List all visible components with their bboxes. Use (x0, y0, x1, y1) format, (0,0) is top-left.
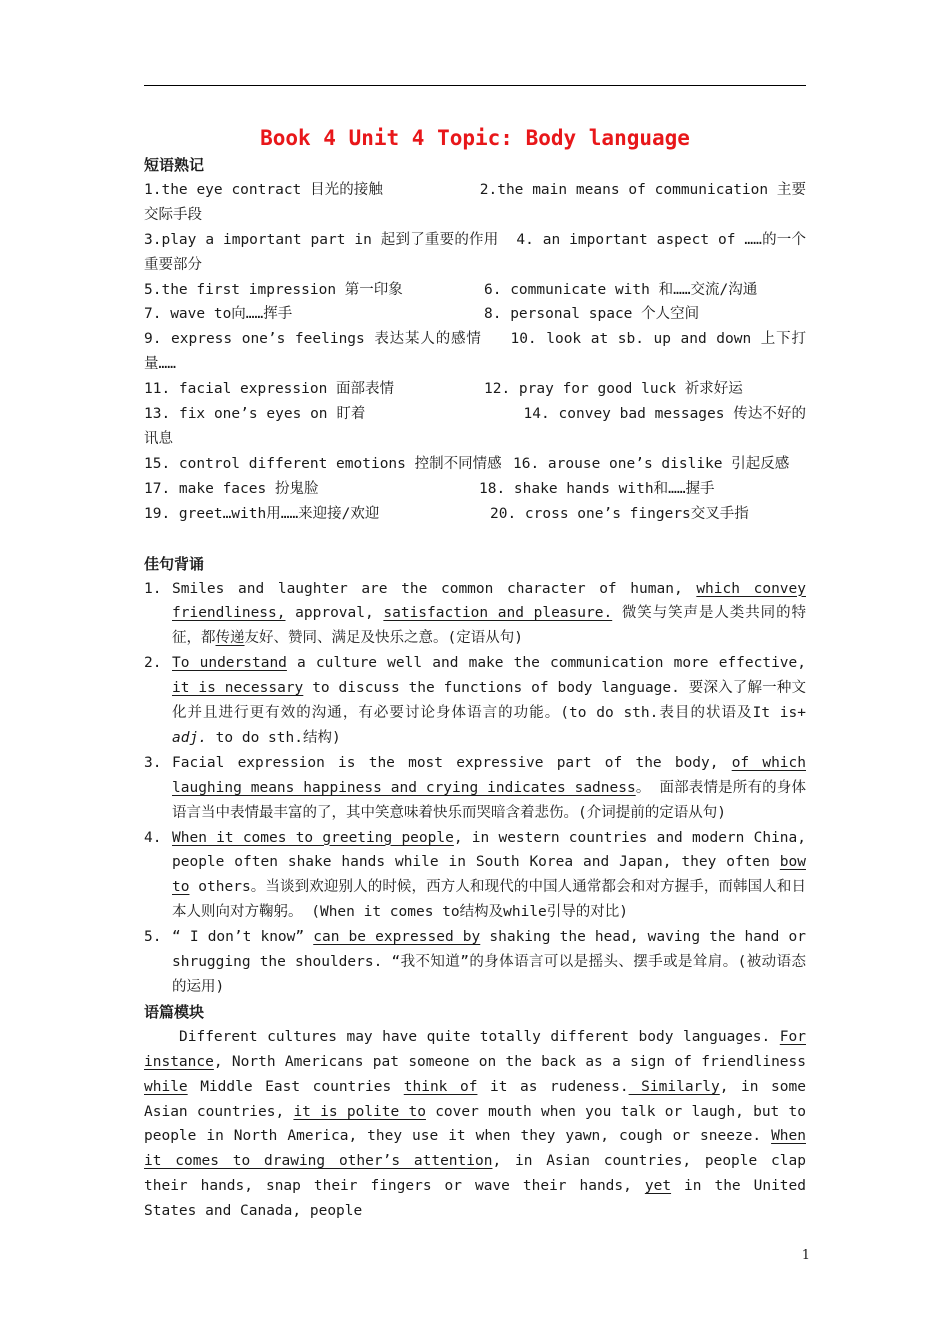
page-number: 1 (801, 1248, 810, 1263)
phrase-row: 19. greet…with用……来迎接/欢迎 20. cross one’s fingers交叉手指 (144, 505, 749, 522)
phrase-item: 3.play a important part in 起到了重要的作用 4. an important aspect of ……的一个重要部分 (144, 231, 806, 273)
phrase-row: 17. make faces 扮鬼脸 18. shake hands with和……握手 (144, 480, 715, 497)
phrase-row: 15. control different emotions 控制不同情感 16. arouse one’s dislike 引起反感 (144, 455, 790, 472)
phrase-item: 1.the eye contract 目光的接触 2.the main means of communication 主要交际手段 (144, 181, 806, 223)
phrase-row: 7. wave to向……挥手 8. personal space 个人空间 (144, 306, 700, 323)
phrase-item: 9. express one’s feelings 表达某人的感情 10. look at sb. up and down 上下打量…… (144, 331, 806, 373)
phrase-item: 13. fix one’s eyes on 盯着 14. convey bad messages 传达不好的讯息 (144, 406, 806, 447)
sentence-item: 3. Facial expression is the most expressive part of the body, of which laughing means happiness and crying indicates sadness。 面部表情是所有的身体语言当中表情最丰富的了，其中笑意味着快乐而哭暗含着悲伤。(介词提前的定语从句) (144, 754, 806, 821)
passage-paragraph: Different cultures may have quite totally different body languages. For instance, North Americans pat someone on the back as a sign of friendliness while Middle East countries think of it as rudeness. Similarly, in some Asian countries, it is polite to cover mouth when you talk or laugh, but to people in North America, they use it when they yawn, cough or sneeze. When it comes to drawing other’s attention, in Asian countries, people clap their hands, snap their fingers or wave their hands, yet in the United States and Canada, people (144, 1028, 807, 1220)
phrases-heading: 短语熟记 (144, 156, 205, 174)
sentences-heading: 佳句背诵 (144, 554, 205, 573)
header-rule (144, 85, 806, 86)
passage-heading: 语篇模块 (144, 1002, 205, 1021)
sentence-item: 2. To understand a culture well and make the communication more effective, it is necessary to discuss the functions of body language. 要深入了解一种文化并且进行更有效的沟通，有必要讨论身体语言的功能。(to do sth.表目的状语及It is+ adj. to do sth.结构) (144, 655, 806, 746)
sentence-item: 5. “ I don’t know” can be expressed by shaking the head, waving the hand or shrugging the shoulders. “我不知道”的身体语言可以是摇头、摆手或是耸肩。(被动语态的运用) (144, 929, 806, 995)
document-page (144, 120, 806, 1224)
sentence-item: 1. Smiles and laughter are the common character of human, which convey friendliness, approval, satisfaction and pleasure. 微笑与笑声是人类共同的特征，都传递友好、赞同、满足及快乐之意。(定语从句) (144, 580, 806, 647)
sentence-list (144, 577, 806, 1000)
sentence-item: 4. When it comes to greeting people, in western countries and modern China, people often shake hands while in South Korea and Japan, they often bow to others。当谈到欢迎别人的时候，西方人和现代的中国人通常都会和对方握手，而韩国人和日本人则向对方鞠躬。 (When it comes to结构及while引导的对比) (144, 829, 806, 921)
page-title: Book 4 Unit 4 Topic: Body language (260, 126, 690, 150)
phrase-row: 11. facial expression 面部表情 12. pray for good luck 祈求好运 (144, 381, 743, 398)
phrase-row: 5.the first impression 第一印象 6. communicate with 和……交流/沟通 (144, 281, 758, 298)
